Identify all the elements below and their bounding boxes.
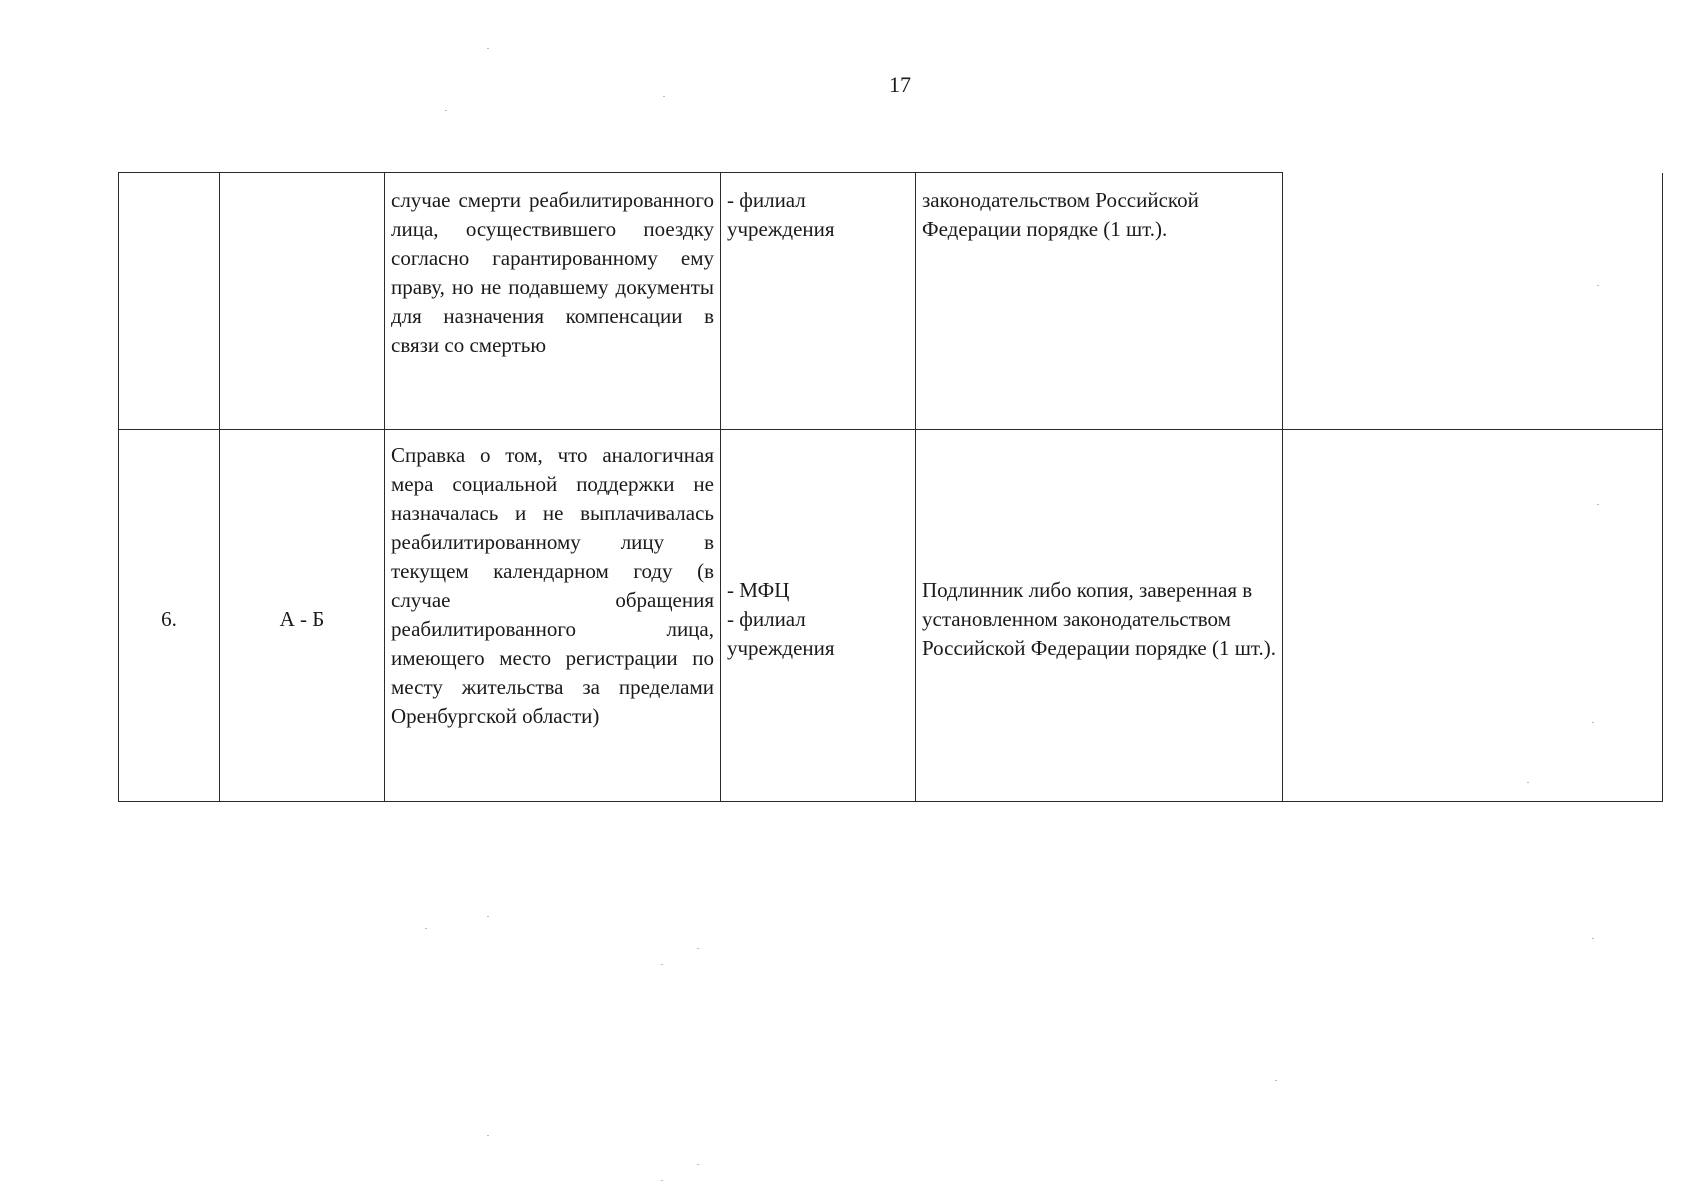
scan-speck [425,928,427,929]
submission-place-cell [721,430,916,802]
empty-cell [1283,430,1663,802]
scan-speck [661,964,663,965]
place-item: - МФЦ [727,577,790,602]
scan-speck [697,948,699,949]
document-text: случае смерти реабилитированного лица, осуществившего поездку согласно гарантированному ему праву, но не подавшему документы для назначения компенсации в связи со смертью [391,188,714,357]
scan-speck [697,1164,699,1165]
scan-speck [1527,782,1529,783]
document-cell [385,430,721,802]
scan-speck [487,916,489,917]
place-item: - филиал [727,606,806,631]
scan-speck [663,96,665,97]
place-item: - филиал [727,188,806,212]
scan-speck [487,48,489,49]
form-cell [916,173,1283,430]
scan-speck [661,1180,663,1181]
scan-speck [1597,285,1599,286]
row-number-cell: 6. [119,430,220,802]
scan-speck [1597,504,1599,505]
scan-speck [1592,722,1594,723]
page-number: 17 [889,72,911,97]
empty-cell [1283,173,1663,430]
category-cell: А - Б [220,430,385,802]
scan-speck [1275,1080,1277,1081]
scan-speck [1592,938,1594,939]
table-row [119,173,1663,430]
form-text: Подлинник либо копия, заверенная в установленном законодательством Российской Федерации порядке (1 шт.). [922,577,1277,660]
submission-place-cell [721,173,916,430]
row-number-cell [119,173,220,430]
category-cell [220,173,385,430]
form-cell [916,430,1283,802]
document-text: Справка о том, что аналогичная мера социальной поддержки не назначалась и не выплачивалась реабилитированному лицу в текущем календарном году (в случае обращения реабилитированного лица, имеющего место регистрации по месту жительства за пределами Оренбургской области) [391,443,714,728]
scan-speck [487,1135,489,1136]
table-row [119,430,1663,802]
document-cell [385,173,721,430]
documents-table [118,172,1663,802]
place-item: учреждения [727,217,835,241]
scan-speck [445,110,447,111]
place-item: учреждения [727,635,835,660]
form-text: законодательством Российской Федерации порядке (1 шт.). [922,188,1199,241]
